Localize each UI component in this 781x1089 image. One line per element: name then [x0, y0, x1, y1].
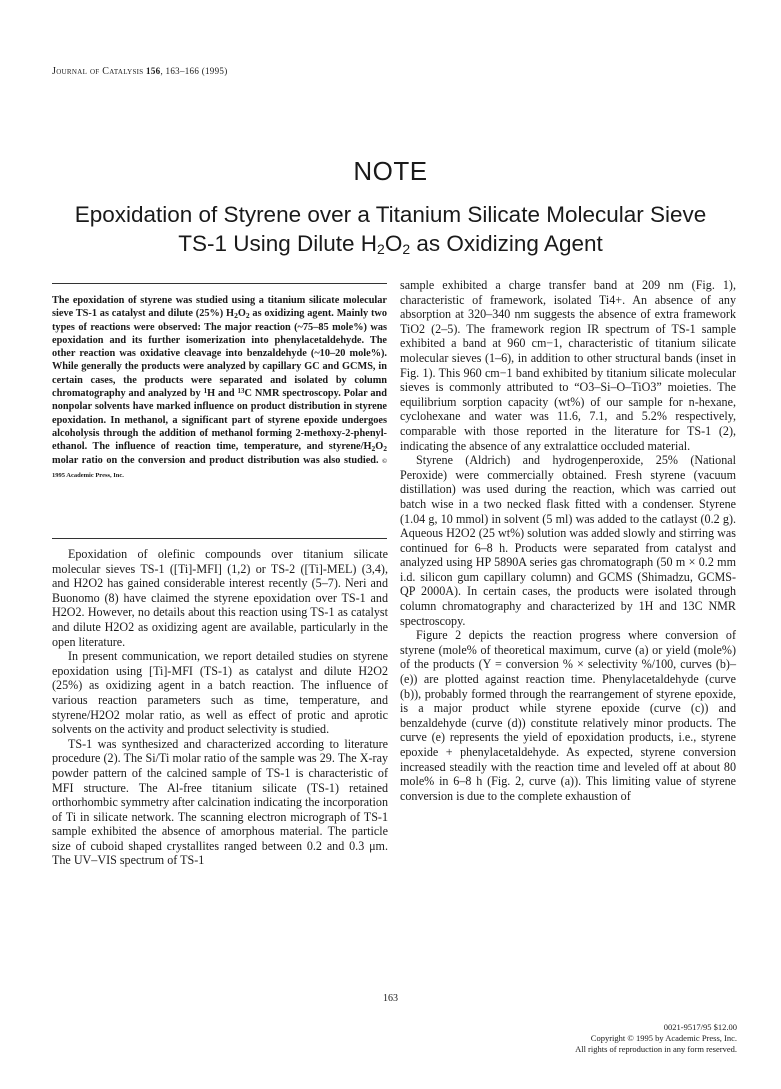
journal-pages: , 163–166 (1995): [160, 66, 228, 76]
abstract-subscript: 2: [234, 311, 238, 321]
copyright-footer: [437, 1022, 737, 1055]
paragraph: sample exhibited a charge transfer band at 209 nm (Fig. 1), characteristic of framework, isolated Ti4+. An absence of any absorption at 320–340 nm suggests the absence of extra framework TiO2 (2–5). The framework region IR spectrum of TS-1 sample exhibited a band at 960 cm−1, characteristic of titanium silicate molecular sieves (1–6), in addition to other structural bands (inset in Fig. 1). This 960 cm−1 band exhibited by titanium silicate molecular sieves is commonly attributed to “O3–Si–O–TiO3” moieties. The equilibrium sorption capacity (wt%) of our sample for n-hexane, cyclohexane and water was 11.6, 7.1, and 5.2% respectively, comparable with those reported in the literature for TS-1 (2), indicating the absence of any extralattice occluded material.: [400, 278, 736, 453]
abstract-copyright: © 1995 Academic Press, Inc.: [52, 457, 387, 479]
body-column-left: [52, 547, 388, 868]
abstract-subscript: 2: [371, 444, 376, 454]
title-part: O: [384, 231, 403, 256]
abstract: [52, 294, 387, 482]
paper-title: [30, 200, 751, 258]
title-subscript: 2: [377, 241, 385, 257]
footer-copyright: Copyright © 1995 by Academic Press, Inc.: [590, 1033, 737, 1043]
journal-volume: 156: [146, 66, 161, 76]
section-label: NOTE: [353, 156, 428, 186]
abstract-text: O: [375, 441, 384, 453]
paragraph: In present communication, we report detailed studies on styrene epoxidation using [Ti]-MFI (TS-1) as catalyst and dilute H2O2 (25%) as oxidizing agent in a batch reaction. The influence of various reaction parameters such as time, temperature, and styrene/H2O2 molar ratio, as well as effect of protic and aprotic solvents on the activity and product selectivity is studied.: [52, 649, 388, 737]
abstract-superscript: 13: [237, 387, 245, 396]
paragraph: Epoxidation of olefinic compounds over titanium silicate molecular sieves TS-1 ([Ti]-MFI] (1,2) or TS-2 ([Ti]-MEL) (3,4), and H2O2 has gained considerable interest recently (5–7). Neri and Buonomo (8) have claimed the styrene epoxidation over TS-1 and H2O2. However, no details about this reaction using TS-1 as catalyst and dilute H2O2 as oxidizing agent are available, particularly in the open literature.: [52, 547, 388, 649]
abstract-top-rule: [52, 283, 387, 284]
journal-name: Journal of Catalysis: [52, 66, 144, 77]
title-line-1: Epoxidation of Styrene over a Titanium Silicate Molecular Sieve: [74, 202, 707, 227]
issn-price: 0021-9517/95 $12.00: [663, 1022, 737, 1032]
running-head: [52, 66, 228, 77]
abstract-text: as oxidizing agent. Mainly two types of reactions were observed: The major reaction (~75–85 mole%) was epoxidation and its further isomerization into phenylacetaldehyde. The other reaction was oxidative cleavage into benzaldehyde (~10–20 mole%). While generally the products were analyzed by capillary GC and GCMS, in certain cases, the products were separated and isolated by column chromatography and analyzed by: [52, 308, 388, 400]
abstract-text: H and: [207, 388, 238, 400]
abstract-subscript: 2: [245, 311, 250, 321]
abstract-bottom-rule: [52, 538, 387, 539]
title-part: TS-1 Using Dilute H: [178, 231, 378, 256]
title-part: as Oxidizing Agent: [410, 231, 603, 256]
paragraph: Figure 2 depicts the reaction progress where conversion of styrene (mole% of theoretical maximum, curve (a) or yield (mole%) of the products (Y = conversion % × selectivity %/100, curves (b)–(e)) are plotted against reaction time. Phenylacetaldehyde (curve (b)), probably formed through the rearrangement of styrene epoxide, is a major product while styrene epoxide (curve (c)) and benzaldehyde (curve (d)) constitute relatively minor products. The curve (e) represents the yield of epoxidation products, i.e., styrene epoxide + phenylacetaldehyde. As expected, styrene conversion increased steadily with the reaction time and leveled off at about 80 mole% in 6–8 h (Fig. 2, curve (a)). This limiting value of styrene conversion is due to the complete exhaustion of: [400, 628, 736, 803]
abstract-text: C NMR spectroscopy. Polar and nonpolar solvents have marked influence on product distribution in styrene epoxidation. In methanol, a significant part of styrene epoxide undergoes alcoholysis through the addition of methanol forming 2-methoxy-2-phenyl-ethanol. The influence of reaction time, temperature, and styrene/H: [52, 388, 387, 453]
paragraph: TS-1 was synthesized and characterized according to literature procedure (2). The Si/Ti molar ratio of the sample was 29. The X-ray powder pattern of the calcined sample of TS-1 is characteristic of MFI structure. The Al-free titanium silicate (TS-1) retained orthorhombic symmetry after calcination indicating the incorporation of Ti in silicate network. The scanning electron micrograph of TS-1 sample exhibited the absence of amorphous material. The particle size of cuboid shaped crystallites ranged between 0.2 and 0.3 μm. The UV–VIS spectrum of TS-1: [52, 736, 388, 868]
footer-rights: All rights of reproduction in any form reserved.: [575, 1044, 737, 1054]
abstract-superscript: 1: [203, 387, 208, 396]
abstract-text: molar ratio on the conversion and product distribution was also studied.: [52, 454, 379, 466]
body-column-right: [400, 278, 736, 803]
page-number: 163: [383, 993, 398, 1004]
paragraph: Styrene (Aldrich) and hydrogenperoxide, 25% (National Peroxide) were commercially obtained. Fresh styrene (vacuum distillation) was used during the reaction, which was carried out batch wise in a two necked flask fitted with a condenser. Styrene (1.04 g, 10 mmol) in solvent (5 ml) was added to the catlayst (0.2 g). Aqueous H2O2 (25 wt%) solution was added slowly and stirring was continued for 6–8 h. Products were separated from catalyst and analyzed using HP 5890A series gas chromatograph (50 m × 0.2 mm i.d. silicon gum capillary column) and GCMS (Shimadzu, GCMS-QP 2000A). In certain cases, the products were isolated through column chromatography and characterized by 1H and 13C NMR spectroscopy.: [400, 453, 736, 628]
abstract-text: O: [237, 308, 246, 320]
title-subscript: 2: [402, 241, 411, 257]
title-line-2: [30, 229, 751, 258]
abstract-subscript: 2: [383, 444, 387, 454]
abstract-text: The epoxidation of styrene was studied using a titanium silicate molecular sieve TS-1 as catalyst and dilute (25%) H: [52, 295, 387, 320]
